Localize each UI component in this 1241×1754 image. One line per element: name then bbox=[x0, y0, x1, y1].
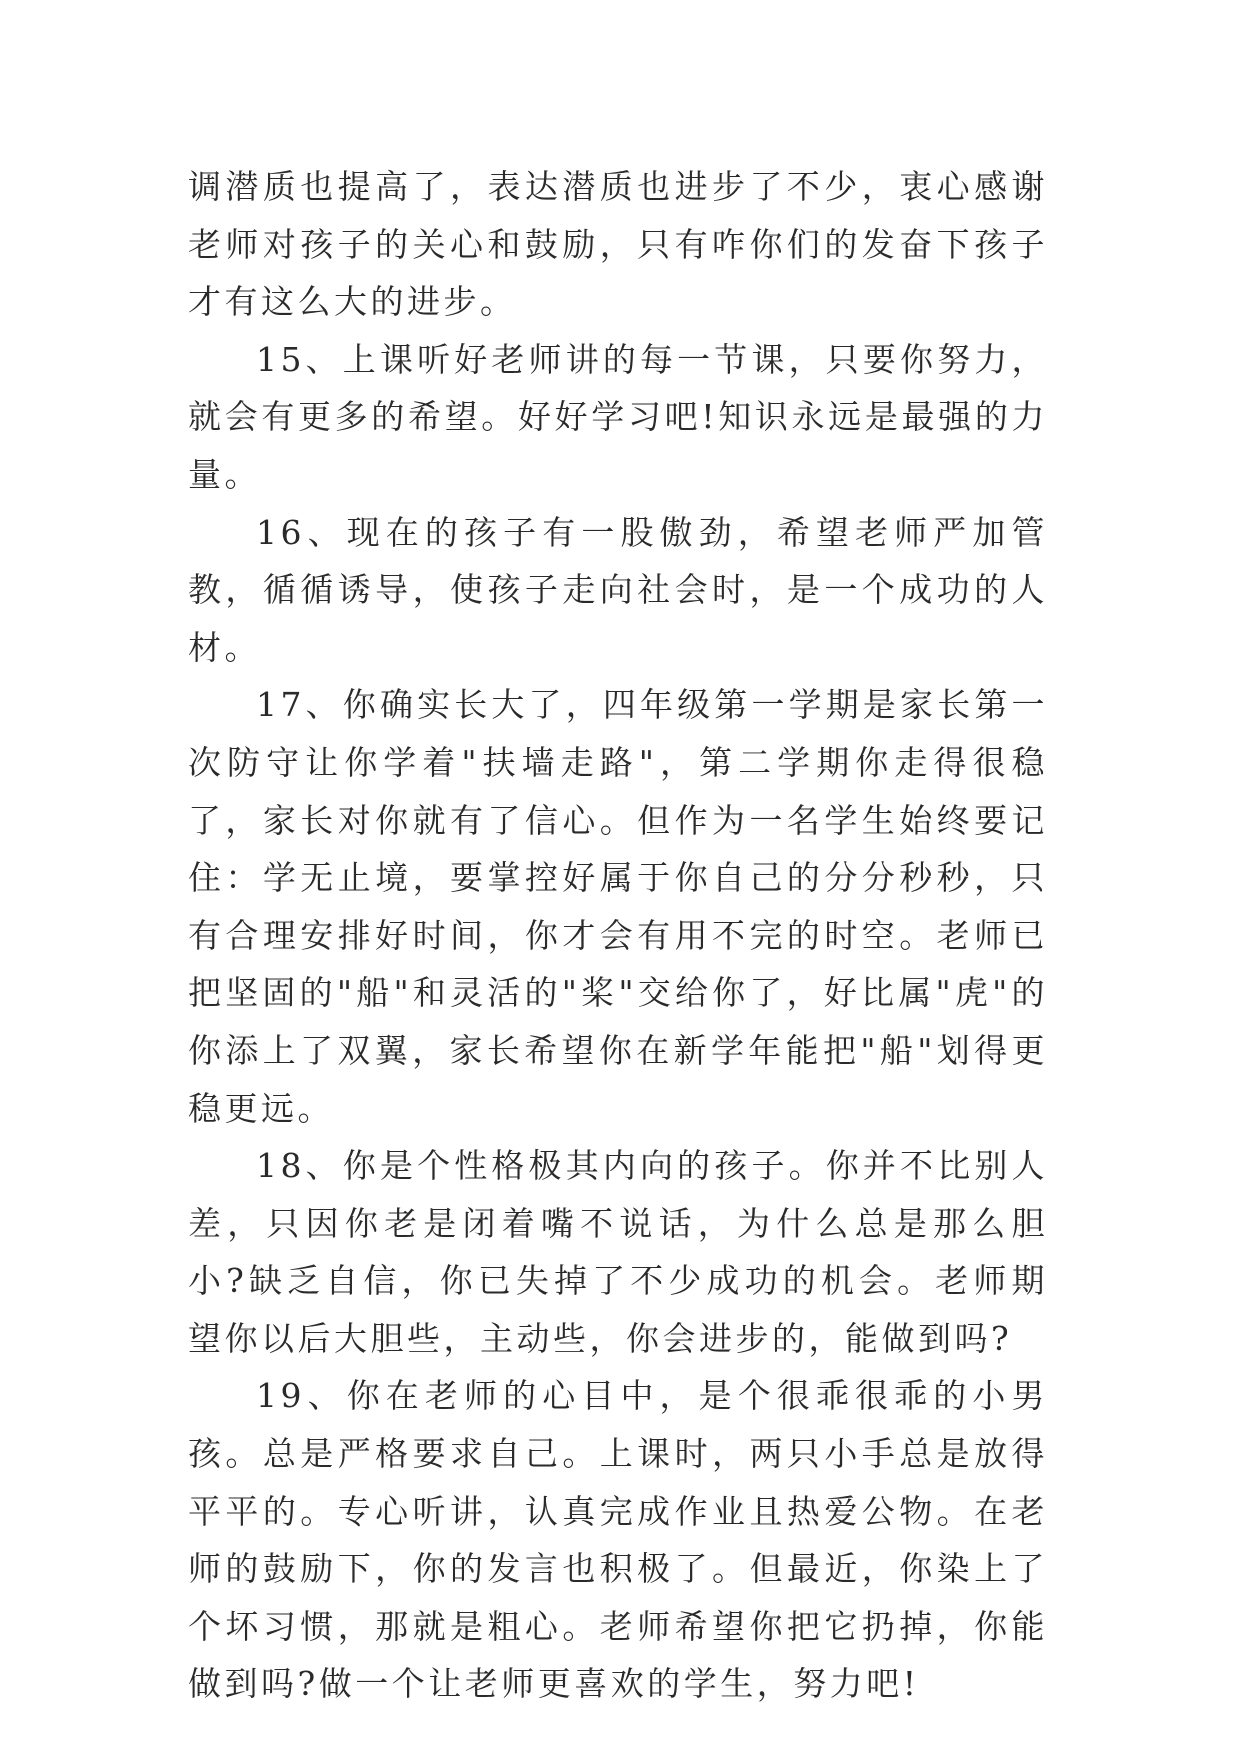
paragraph-item-15: 15、上课听好老师讲的每一节课，只要你努力，就会有更多的希望。好好学习吧!知识永远是最强的力量。 bbox=[188, 339, 1048, 494]
document-body bbox=[188, 158, 1048, 1713]
paragraph-item-19: 19、你在老师的心目中，是个很乖很乖的小男孩。总是严格要求自己。上课时，两只小手总是放得平平的。专心听讲，认真完成作业且热爱公物。在老师的鼓励下，你的发言也积极了。但最近，你染上了个坏习惯，那就是粗心。老师希望你把它扔掉，你能做到吗?做一个让老师更喜欢的学生，努力吧! bbox=[188, 1376, 1048, 1704]
paragraph-item-18: 18、你是个性格极其内向的孩子。你并不比别人差，只因你老是闭着嘴不说话，为什么总是那么胆小?缺乏自信，你已失掉了不少成功的机会。老师期望你以后大胆些，主动些，你会进步的，能做到吗? bbox=[188, 1146, 1048, 1358]
paragraph-item-16: 16、现在的孩子有一股傲劲，希望老师严加管教，循循诱导，使孩子走向社会时，是一个成功的人材。 bbox=[188, 512, 1048, 667]
paragraph-item-17: 17、你确实长大了，四年级第一学期是家长第一次防守让你学着"扶墙走路"，第二学期你走得很稳了，家长对你就有了信心。但作为一名学生始终要记住：学无止境，要掌控好属于你自己的分分秒秒，只有合理安排好时间，你才会有用不完的时空。老师已把坚固的"船"和灵活的"桨"交给你了，好比属"虎"的你添上了双翼，家长希望你在新学年能把"船"划得更稳更远。 bbox=[188, 685, 1048, 1128]
paragraph-continuation: 调潜质也提高了，表达潜质也进步了不少，衷心感谢老师对孩子的关心和鼓励，只有咋你们的发奋下孩子才有这么大的进步。 bbox=[188, 167, 1048, 322]
